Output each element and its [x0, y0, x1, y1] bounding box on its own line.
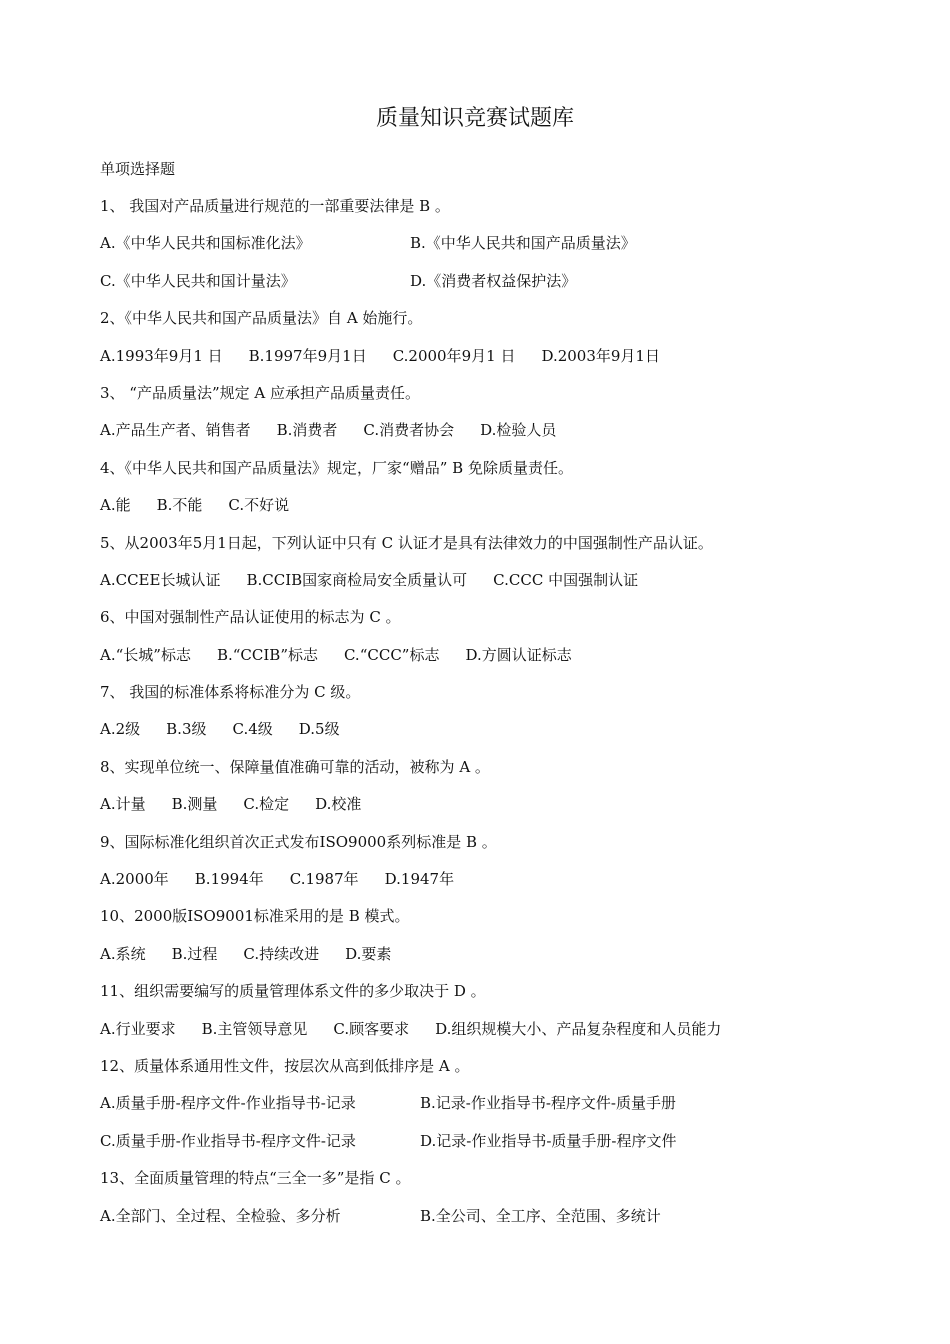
answer-option: A.CCEE长城认证 [100, 570, 221, 589]
option-row [100, 868, 890, 905]
answer-option: A.2级 [100, 720, 141, 739]
answer-option: B.“CCIB”标志 [216, 645, 318, 664]
answer-option: B.消费者 [276, 421, 338, 440]
answer-option: D.2003年9月1日 [541, 346, 660, 365]
question-text: 8、实现单位统一、保障量值准确可靠的活动，被称为 A 。 [100, 757, 490, 776]
answer-option: D.校准 [315, 795, 362, 814]
option-row [100, 1092, 890, 1129]
answer-option: A.计量 [100, 795, 146, 814]
question-text: 10、2000版ISO9001标准采用的是 B 模式。 [100, 907, 410, 926]
option-row [100, 494, 890, 531]
answer-option: C.持续改进 [243, 944, 320, 963]
question-text: 4、《中华人民共和国产品质量法》规定，厂家“赠品” B 免除质量责任。 [100, 458, 573, 477]
option-row [100, 718, 890, 755]
answer-option: A.“长城”标志 [100, 645, 191, 664]
answer-option: C.检定 [243, 795, 290, 814]
question-text: 11、组织需要编写的质量管理体系文件的多少取决于 D 。 [100, 982, 486, 1001]
question-text: 7、 我国的标准体系将标准分为 C 级。 [100, 683, 361, 702]
option-row [100, 943, 890, 980]
answer-option: C.1987年 [289, 870, 359, 889]
option-row [100, 1018, 890, 1055]
answer-option: C.不好说 [228, 496, 290, 515]
option-row [100, 644, 890, 681]
question-text: 6、中国对强制性产品认证使用的标志为 C 。 [100, 608, 401, 627]
option-row [100, 1130, 890, 1167]
answer-option: A.全部门、全过程、全检验、多分析 [100, 1206, 341, 1225]
answer-option: C.顾客要求 [333, 1019, 410, 1038]
answer-option: A.2000年 [100, 870, 169, 889]
question-text: 9、国际标准化组织首次正式发布ISO9000系列标准是 B 。 [100, 832, 497, 851]
answer-option: D.《消费者权益保护法》 [410, 271, 577, 290]
answer-option: A.1993年9月1 日 [100, 346, 223, 365]
answer-option: A.质量手册-程序文件-作业指导书-记录 [100, 1094, 356, 1113]
option-row [100, 232, 890, 269]
answer-option: A.行业要求 [100, 1019, 176, 1038]
option-row [100, 270, 890, 307]
answer-option: D.记录-作业指导书-质量手册-程序文件 [420, 1131, 677, 1150]
answer-option: A.产品生产者、销售者 [100, 421, 251, 440]
answer-option: B.《中华人民共和国产品质量法》 [410, 234, 636, 253]
answer-option: B.全公司、全工序、全范围、多统计 [420, 1206, 661, 1225]
option-row [100, 345, 890, 382]
answer-option: D.组织规模大小、产品复杂程度和人员能力 [435, 1019, 722, 1038]
answer-option: B.CCIB国家商检局安全质量认可 [246, 570, 468, 589]
answer-option: D.检验人员 [480, 421, 557, 440]
answer-option: B.3级 [166, 720, 207, 739]
question-text: 12、质量体系通用性文件，按层次从高到低排序是 A 。 [100, 1056, 470, 1075]
answer-option: B.1997年9月1日 [248, 346, 367, 365]
answer-option: D.要素 [345, 944, 392, 963]
answer-option: B.记录-作业指导书-程序文件-质量手册 [420, 1094, 676, 1113]
question-text: 1、 我国对产品质量进行规范的一部重要法律是 B 。 [100, 197, 450, 215]
answer-option: B.不能 [156, 496, 203, 515]
answer-option: C.消费者协会 [363, 421, 455, 440]
answer-option: C.4级 [232, 720, 273, 739]
answer-option: C.CCC 中国强制认证 [493, 570, 639, 589]
answer-option: B.测量 [171, 795, 218, 814]
option-row [100, 1205, 890, 1242]
option-row [100, 793, 890, 830]
document-title: 质量知识竞赛试题库 [375, 106, 574, 131]
option-row [100, 419, 890, 456]
answer-option: C.质量手册-作业指导书-程序文件-记录 [100, 1131, 356, 1150]
answer-option: D.5级 [298, 720, 340, 739]
question-text: 3、 “产品质量法”规定 A 应承担产品质量责任。 [100, 383, 421, 402]
question-list [100, 195, 890, 1242]
question-text: 5、从2003年5月1日起，下列认证中只有 C 认证才是具有法律效力的中国强制性产品认证。 [100, 533, 713, 552]
answer-option: C.《中华人民共和国计量法》 [100, 271, 296, 290]
answer-option: A.能 [100, 496, 131, 515]
answer-option: B.1994年 [194, 870, 264, 889]
answer-option: B.主管领导意见 [201, 1019, 308, 1038]
section-heading: 单项选择题 [100, 160, 176, 178]
answer-option: C.2000年9月1 日 [392, 346, 516, 365]
option-row [100, 569, 890, 606]
answer-option: B.过程 [171, 944, 218, 963]
question-text: 13、全面质量管理的特点“三全一多”是指 C 。 [100, 1169, 411, 1188]
answer-option: A.系统 [100, 944, 146, 963]
answer-option: D.1947年 [384, 870, 455, 889]
answer-option: D.方圆认证标志 [465, 645, 572, 664]
question-text: 2、《中华人民共和国产品质量法》自 A 始施行。 [100, 309, 423, 328]
answer-option: C.“CCC”标志 [343, 645, 440, 664]
answer-option: A.《中华人民共和国标准化法》 [100, 234, 311, 253]
